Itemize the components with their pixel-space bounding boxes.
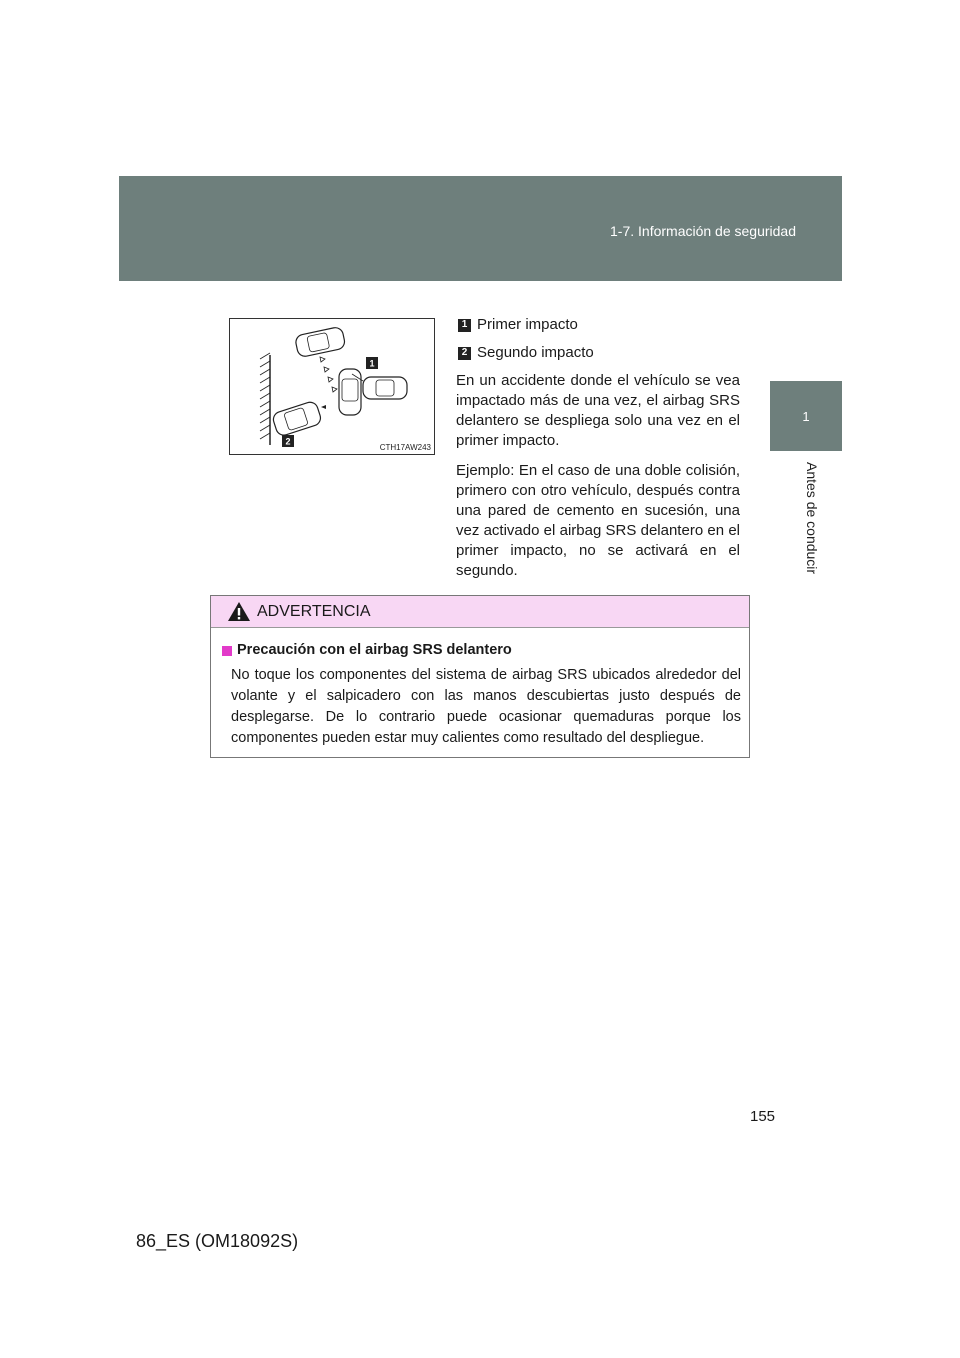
- page-number: 155: [750, 1108, 776, 1125]
- figure-badge-2: 2: [285, 436, 291, 447]
- paragraph-example: Ejemplo: En el caso de una doble colisión, primero con otro vehículo, después contra una pared de cemento en sucesión, una vez activado el airbag SRS delantero en el primer impacto, no se activará en el segundo.: [456, 462, 740, 579]
- chapter-tab: [770, 381, 842, 451]
- legend-label-1: Primer impacto: [477, 316, 578, 333]
- warning-title: ADVERTENCIA: [257, 602, 371, 620]
- warning-triangle-icon: [227, 601, 251, 622]
- legend-item: [456, 343, 740, 363]
- collision-illustration: [229, 318, 435, 455]
- chapter-number: 1: [802, 408, 810, 424]
- warning-box: [210, 595, 750, 758]
- document-id: 86_ES (OM18092S): [136, 1231, 299, 1251]
- legend-item: [456, 315, 740, 335]
- warning-subtitle: Precaución con el airbag SRS delantero: [237, 642, 512, 658]
- header-band: [119, 176, 842, 281]
- text-column: [456, 315, 740, 591]
- legend-number-1: 1: [458, 319, 471, 332]
- warning-text: No toque los componentes del sistema de airbag SRS ubicados alrededor del volante y el salpicadero con las manos descubiertas justo después de desplegarse. De lo contrario puede ocasionar quemaduras porque los componentes pueden estar muy calientes como resultado del despliegue.: [231, 667, 741, 746]
- chapter-label: Antes de conducir: [804, 462, 820, 575]
- section-title: 1-7. Información de seguridad: [610, 223, 796, 239]
- paragraph-multiple-impact: En un accidente donde el vehículo se vea impactado más de una vez, el airbag SRS delantero se despliega solo una vez en el primer impacto.: [456, 372, 740, 449]
- warning-subtitle-row: [222, 640, 741, 661]
- collision-drawing: [230, 319, 434, 454]
- pink-square-bullet-icon: [222, 646, 232, 656]
- legend-label-2: Segundo impacto: [477, 344, 594, 361]
- warning-body: [211, 628, 749, 749]
- legend-number-2: 2: [458, 347, 471, 360]
- warning-header: [211, 596, 749, 628]
- figure-badge-1: 1: [369, 358, 375, 369]
- figure-code: CTH17AW243: [379, 443, 431, 452]
